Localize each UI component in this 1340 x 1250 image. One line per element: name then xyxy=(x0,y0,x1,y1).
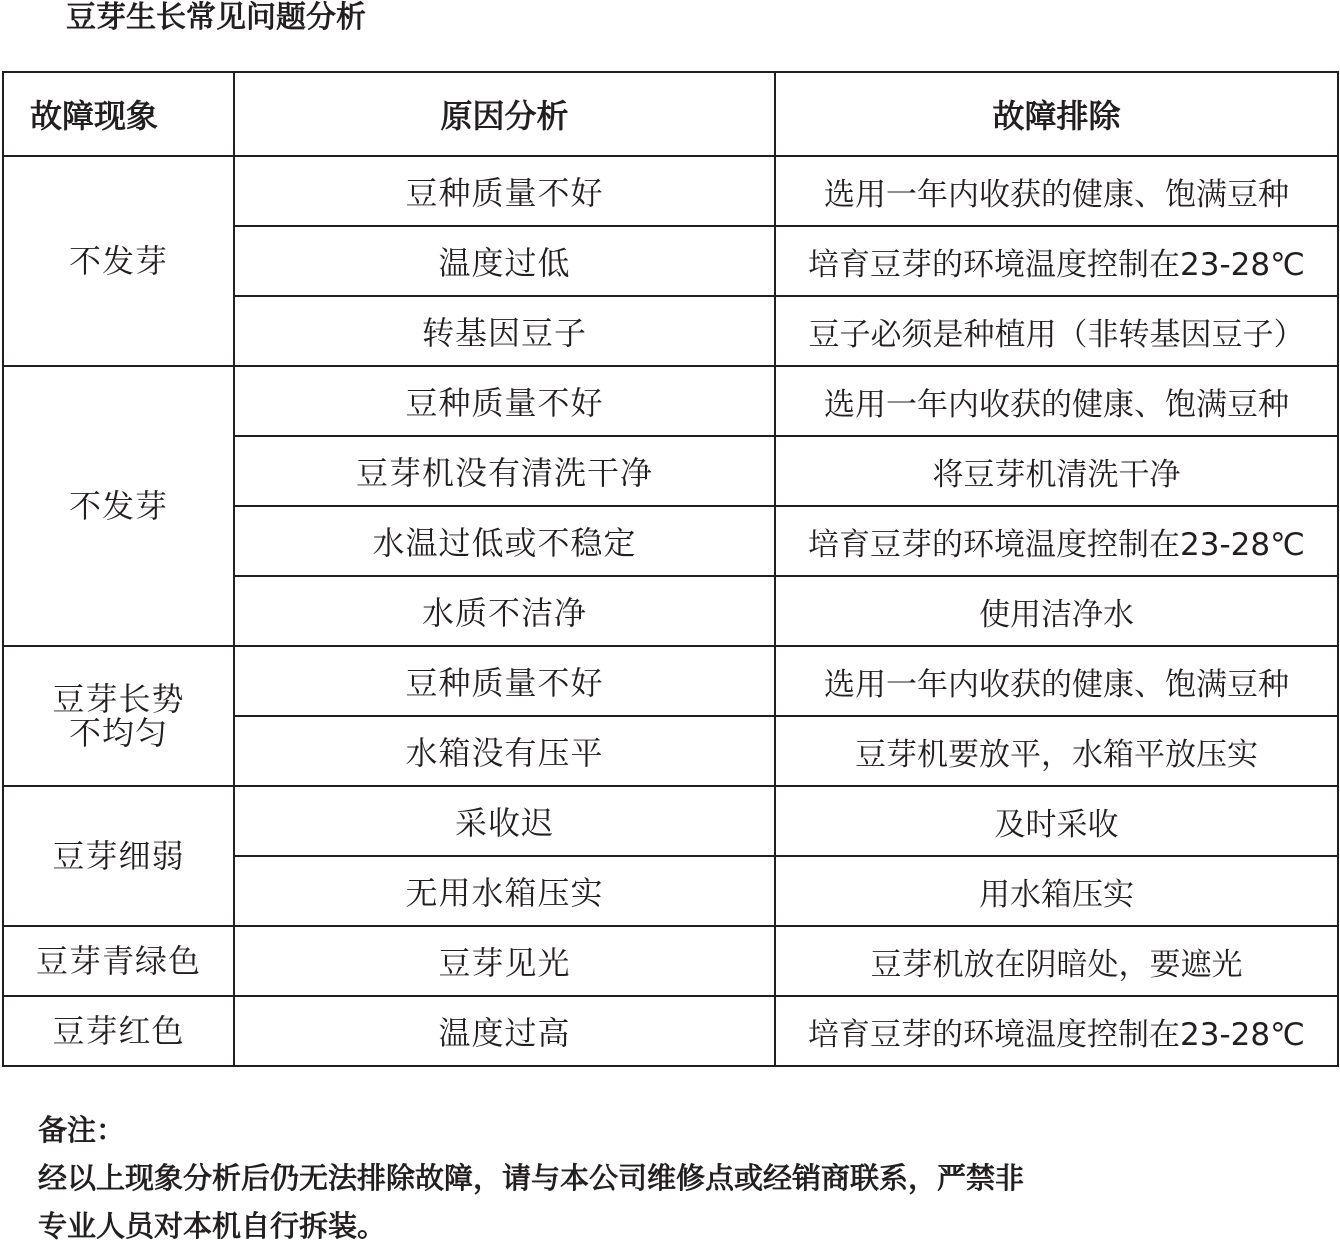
symptom-cell: 不发芽 xyxy=(3,156,234,366)
cause-cell: 豆芽机没有清洗干净 xyxy=(234,436,775,506)
fix-cell: 豆芽机放在阴暗处，要遮光 xyxy=(775,926,1338,996)
table-row xyxy=(3,156,1338,226)
symptom-cell: 豆芽细弱 xyxy=(3,786,234,926)
cause-cell: 无用水箱压实 xyxy=(234,856,775,926)
cause-cell: 水质不洁净 xyxy=(234,576,775,646)
cause-cell: 豆种质量不好 xyxy=(234,366,775,436)
symptom-cell: 豆芽长势 不均匀 xyxy=(3,646,234,786)
fix-cell: 培育豆芽的环境温度控制在23-28℃ xyxy=(775,226,1338,296)
table-row xyxy=(3,366,1338,436)
header-cause: 原因分析 xyxy=(234,72,775,156)
notes-label: 备注： xyxy=(38,1113,126,1147)
notes-section xyxy=(38,1106,1024,1250)
fix-cell: 将豆芽机清洗干净 xyxy=(775,436,1338,506)
cause-cell: 水箱没有压平 xyxy=(234,716,775,786)
cause-cell: 转基因豆子 xyxy=(234,296,775,366)
table-row xyxy=(3,926,1338,996)
fix-cell: 用水箱压实 xyxy=(775,856,1338,926)
cause-cell: 水温过低或不稳定 xyxy=(234,506,775,576)
notes-line-2: 专业人员对本机自行拆装。 xyxy=(38,1209,387,1243)
fix-cell: 选用一年内收获的健康、饱满豆种 xyxy=(775,366,1338,436)
cause-cell: 豆种质量不好 xyxy=(234,646,775,716)
table-header-row xyxy=(3,72,1338,156)
cause-cell: 豆芽见光 xyxy=(234,926,775,996)
fix-cell: 及时采收 xyxy=(775,786,1338,856)
cause-cell: 温度过高 xyxy=(234,996,775,1066)
fix-cell: 豆芽机要放平，水箱平放压实 xyxy=(775,716,1338,786)
header-fix: 故障排除 xyxy=(775,72,1338,156)
fix-cell: 选用一年内收获的健康、饱满豆种 xyxy=(775,646,1338,716)
cause-cell: 豆种质量不好 xyxy=(234,156,775,226)
notes-line-1: 经以上现象分析后仍无法排除故障，请与本公司维修点或经销商联系，严禁非 xyxy=(38,1161,1025,1195)
symptom-cell: 豆芽青绿色 xyxy=(3,926,234,996)
cause-cell: 采收迟 xyxy=(234,786,775,856)
symptom-cell: 豆芽红色 xyxy=(3,996,234,1066)
table-row xyxy=(3,646,1338,716)
symptom-cell: 不发芽 xyxy=(3,366,234,646)
table-row xyxy=(3,996,1338,1066)
fix-cell: 培育豆芽的环境温度控制在23-28℃ xyxy=(775,506,1338,576)
cause-cell: 温度过低 xyxy=(234,226,775,296)
fix-cell: 使用洁净水 xyxy=(775,576,1338,646)
fix-cell: 培育豆芽的环境温度控制在23-28℃ xyxy=(775,996,1338,1066)
fix-cell: 选用一年内收获的健康、饱满豆种 xyxy=(775,156,1338,226)
table-row xyxy=(3,786,1338,856)
page-title: 豆芽生长常见问题分析 xyxy=(66,0,366,35)
troubleshooting-table xyxy=(2,71,1339,1067)
header-symptom: 故障现象 xyxy=(3,72,234,156)
fix-cell: 豆子必须是种植用（非转基因豆子） xyxy=(775,296,1338,366)
